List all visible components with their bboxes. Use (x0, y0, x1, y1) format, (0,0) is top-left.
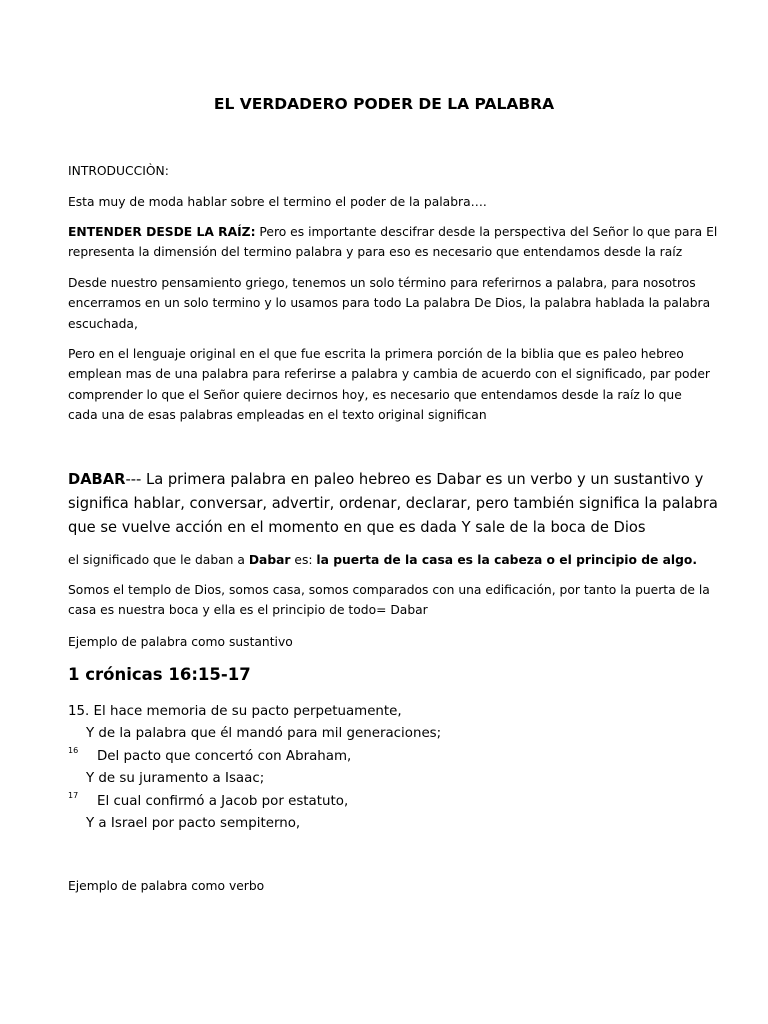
verse-line: Y a Israel por pacto sempiterno, (86, 816, 301, 831)
meaning-text: la puerta de la casa es la cabeza o el principio de algo. (316, 553, 698, 567)
hebrew-line: emplean mas de una palabra para referirse a palabra y cambia de acuerdo con el significado, par poder (68, 367, 710, 382)
temple-line: casa es nuestra boca y ella es el principio de todo= Dabar (68, 603, 428, 618)
hebrew-line: cada una de esas palabras empleadas en el texto original significan (68, 408, 487, 423)
greek-line: escuchada, (68, 316, 138, 331)
meaning-prefix: el significado que le daban a (68, 553, 249, 567)
root-text: Pero es importante descifrar desde la perspectiva del Señor lo que para El (255, 225, 718, 239)
greek-line: Desde nuestro pensamiento griego, tenemos un solo término para referirnos a palabra, para nosotros (68, 276, 696, 290)
verse-line: Y de su juramento a Isaac; (86, 771, 265, 786)
verse-number: 16 (68, 746, 79, 755)
scripture-reference: 1 crónicas 16:15-17 (68, 665, 251, 684)
dabar-word: DABAR (68, 471, 126, 488)
verse-line: El cual confirmó a Jacob por estatuto, (97, 794, 349, 809)
example-noun-label: Ejemplo de palabra como sustantivo (68, 635, 293, 649)
dabar-line (68, 468, 718, 492)
meaning-paragraph (68, 550, 697, 570)
verse-line: Y de la palabra que él mandó para mil generaciones; (86, 726, 442, 741)
temple-line: Somos el templo de Dios, somos casa, somos comparados con una edificación, por tanto la puerta de la (68, 583, 710, 597)
document-title: EL VERDADERO PODER DE LA PALABRA (213, 95, 555, 113)
verse-number: 17 (68, 791, 79, 800)
intro-paragraph: Esta muy de moda hablar sobre el termino el poder de la palabra…. (68, 195, 487, 209)
verse-line: Del pacto que concertó con Abraham, (97, 749, 352, 764)
root-paragraph (68, 222, 717, 263)
dabar-paragraph (68, 468, 718, 540)
example-verb-label: Ejemplo de palabra como verbo (68, 879, 265, 893)
hebrew-line: comprender lo que el Señor quiere decirnos hoy, es necesario que entendamos desde la raíz lo que (68, 387, 682, 402)
root-lead: ENTENDER DESDE LA RAÍZ: (68, 225, 256, 239)
verse-line: 15. El hace memoria de su pacto perpetuamente, (68, 704, 402, 719)
root-paragraph-line: representa la dimensión del termino palabra y para eso es necesario que entendamos desde la raíz (68, 245, 683, 260)
dabar-text: --- La primera palabra en paleo hebreo es Dabar es un verbo y un sustantivo y (125, 471, 704, 488)
dabar-line: que se vuelve acción en el momento en que es dada Y sale de la boca de Dios (68, 519, 646, 536)
intro-label: INTRODUCCIÒN: (68, 164, 169, 178)
greek-line: encerramos en un solo termino y lo usamos para todo La palabra De Dios, la palabra hablada la palabra (68, 296, 711, 311)
root-paragraph-line (68, 222, 717, 242)
temple-paragraph (68, 580, 710, 621)
hebrew-line: Pero en el lenguaje original en el que fue escrita la primera porción de la biblia que es paleo hebreo (68, 347, 684, 361)
greek-paragraph (68, 273, 710, 334)
meaning-mid: es: (290, 553, 317, 567)
hebrew-paragraph (68, 344, 710, 426)
dabar-line: significa hablar, conversar, advertir, ordenar, declarar, pero también significa la palabra (68, 495, 718, 512)
scripture-passage (68, 701, 528, 841)
meaning-word: Dabar (248, 553, 291, 567)
